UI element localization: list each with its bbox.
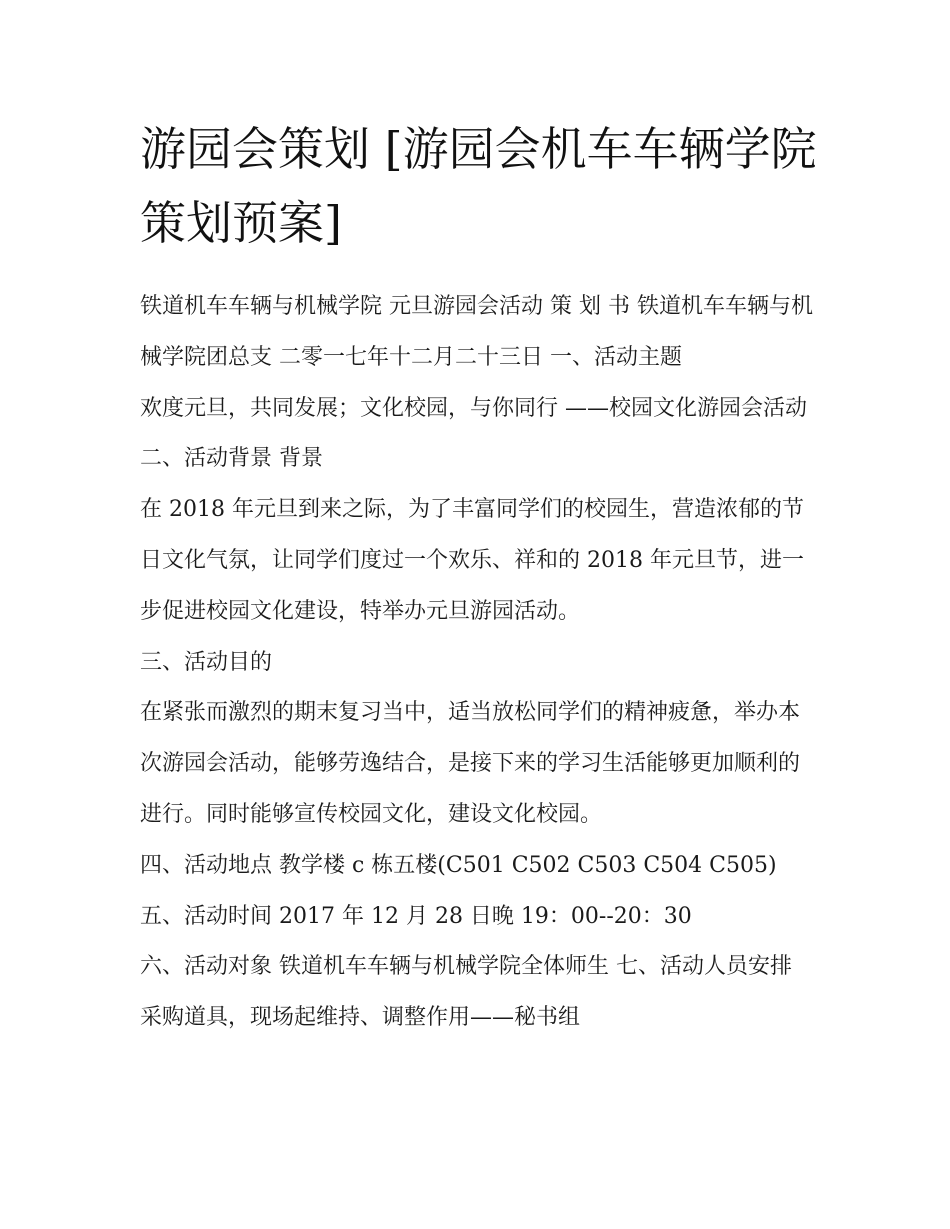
paragraph-purpose: 在紧张而激烈的期末复习当中，适当放松同学们的精神疲惫，举办本次游园会活动，能够劳逸结合，是接下来的学习生活能够更加顺利的进行。同时能够宣传校园文化，建设文化校园。 (140, 700, 801, 827)
paragraph-theme: 欢度元旦，共同发展；文化校园，与你同行 ——校园文化游园会活动 二、活动背景 背景 (140, 395, 807, 472)
paragraph-intro: 铁道机车车辆与机械学院 元旦游园会活动 策 划 书 铁道机车车辆与机械学院团总支 二零一七年十二月二十三日 一、活动主题 (140, 294, 813, 370)
document-page (140, 112, 820, 1044)
document-title: 游园会策划 [游园会机车车辆学院策划预案] (140, 122, 817, 250)
paragraph-audience-staff: 六、活动对象 铁道机车车辆与机械学院全体师生 七、活动人员安排 采购道具，现场起维持、调整作用——秘书组 (140, 954, 792, 1031)
document-body (140, 282, 820, 1044)
paragraph-purpose-heading: 三、活动目的 (140, 649, 273, 675)
paragraph-background: 在 2018 年元旦到来之际，为了丰富同学们的校园生，营造浓郁的节日文化气氛，让同学们度过一个欢乐、祥和的 2018 年元旦节，进一步促进校园文化建设，特举办元旦游园活动。 (140, 497, 804, 624)
paragraph-location-time: 四、活动地点 教学楼 c 栋五楼(C501 C502 C503 C504 C505) 五、活动时间 2017 年 12 月 28 日晚 19：00--20：30 (140, 852, 777, 929)
